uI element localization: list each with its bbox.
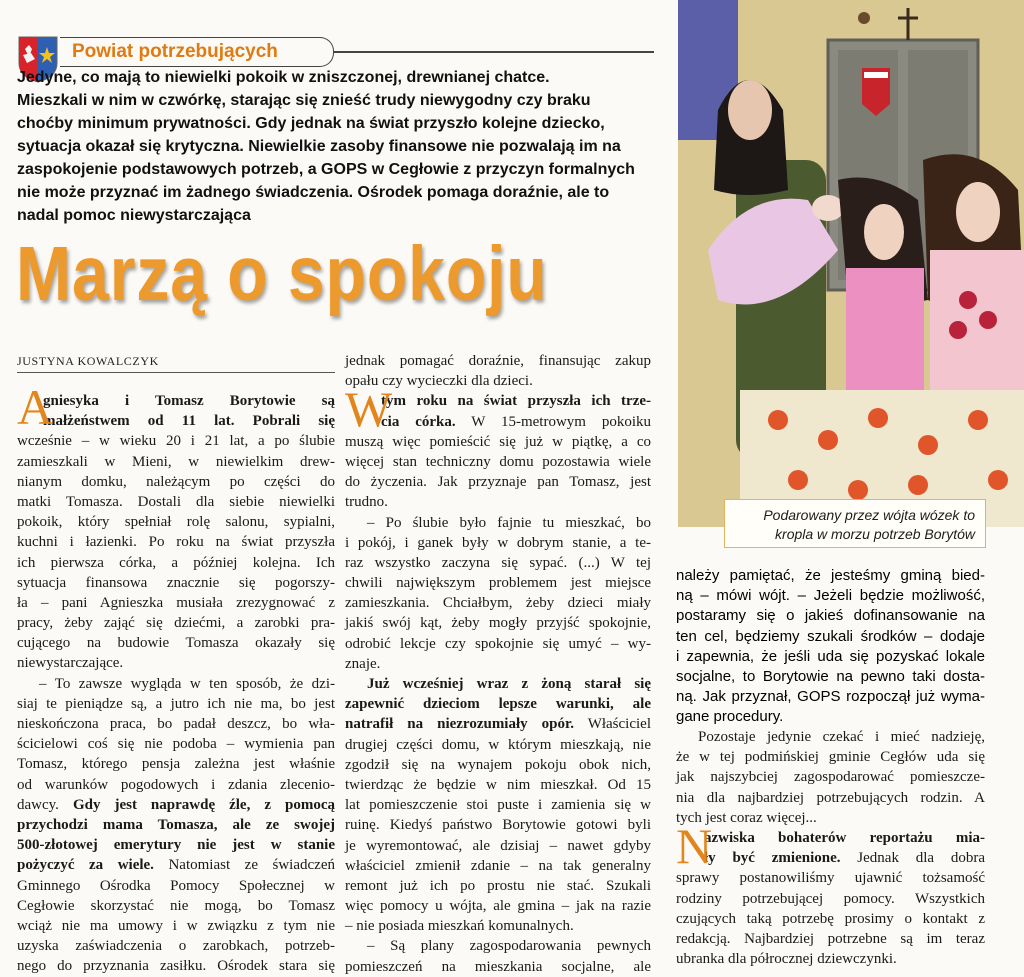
text-line: je wyremontować, ale dzisiaj – nawet gdyby [345,837,651,854]
text-line: ten cel, będziemy szukali środków – dodaje [676,627,985,645]
lead-line: Mieszkali w nim w czwórkę, starając się znieść trudy niewygodny czy braku [17,92,591,109]
text-line: natrafił na niezrozumiały opór. Właściciel [345,716,651,733]
text-line: odrobić lekcje czy spokojnie się umyć – wy- [345,635,651,652]
lead-line: zaspokojenie podstawowych potrzeb, a GOPS w Cegłowie z przyczyn formalnych [17,161,635,178]
text-line: zamieszkali w Mieni, w niewielkim drew- [17,453,335,470]
text-line: zapewnić dzieciom lepsze warunki, ale [345,696,651,713]
caption-line: kropla w morzu potrzeb Borytów [775,526,975,542]
text-line: od warunków pogodowych i zdania zlecenio- [17,776,335,793]
caption-line: Podarowany przez wójta wózek to [763,507,975,523]
text-line: jednak pomagać doraźnie, finansując zakup [345,353,651,369]
text-line: rodziny potrzebującej pomocy. Wszystkich [676,890,985,907]
byline: JUSTYNA KOWALCZYK [17,354,159,368]
text-line: wcześnie – w wieku 20 i 21 lat, a po ślubie [17,433,335,450]
section-label [60,37,334,67]
text-line: drugiej części domu, w którym mieszkają, nie [345,736,651,753]
text-line: wciąż nie ma umowy i w związku z tym nie [17,917,335,934]
text-line: zgodził się na wynajem pokoju obok nich, [345,756,651,773]
text-line: matki Tomasza. Dostali dla siebie niewielki [17,493,335,510]
text-line: trudno. [345,494,388,511]
text-line: remont już ich po prostu nie stać. Szukali [345,877,651,894]
text-line: lat pomieszczenie stoi puste i zamienia się w [345,797,651,814]
text-line: i pokój, i ganek były w dobrym stanie, a te- [345,534,651,551]
text-line: jakiś swój kąt, żeby mogły przyjść spokojnie, [345,615,651,632]
text-line: ubranka dla półrocznej dziewczynki. [676,951,897,968]
text-line: więc pomocy u wójta, ale gmina – jak na razie [345,898,651,915]
drop-cap: A [17,379,54,435]
text-line: ścicielowi coś się nie podoba – wymienia pan [17,736,335,753]
text-line: tym roku na świat przyszła ich trze- [381,393,651,410]
text-line: nego do przyznania zasiłku. Ośrodek stara się [17,958,335,975]
lead-line: nadal pomoc niewystarczająca [17,207,251,224]
text-line: socjalne, to Borytowie na pewno taki dosta- [676,667,985,685]
text-line: sytuacja finansowa znacznie się pogorszy- [17,574,335,591]
lead-line: sytuacja okazał się krytyczna. Niewielkie zasoby finansowe nie pozwalają im na [17,138,621,155]
text-line: cia córka. W 15-metrowym pokoiku [381,413,651,430]
text-line: i zapewnia, że jeśli uda się pozyskać lokale [676,647,985,665]
text-line: należy pamiętać, że jesteśmy gminą bied- [676,567,985,584]
text-line: muszą więc pomieścić się już w piątkę, a co [345,433,651,450]
text-line: nia dla najbardziej potrzebujących rodzin. A [676,789,985,806]
section-title: Powiat potrzebujących [72,41,278,62]
text-line: uzyska zaświadczenia o zarobkach, potrzeb- [17,938,335,955]
text-line: do życzenia. Jak przyznaje pan Tomasz, jest [345,474,651,491]
text-line: redakcją. Najbardziej potrzebne są im teraz [676,930,985,947]
text-line: ły być zmienione. Jednak dla dobra [704,850,986,867]
text-line: Już wcześniej wraz z żoną starał się [367,676,651,692]
article-column-3-continued [676,727,985,969]
text-line: niewystarczające. [17,655,124,672]
headline: Marzą o spokoju [16,231,548,317]
text-line: 500-złotowej emerytury nie jest w stanie [17,837,335,854]
lead-paragraph [17,66,667,227]
text-line: ich pierwsza córka, a później kolejna. Ich [17,554,335,571]
text-line: nianym domku, należącym po części do [17,473,335,490]
text-line: Cegłowie skorzystać nie mogą, bo Tomasz [17,897,335,914]
text-line: opału czy wycieczki dla dzieci. [345,373,533,390]
text-line: że w tej podmińskiej gminie Cegłów uda się [676,749,985,766]
lead-line: choćby minimum prywatności. Gdy jednak na świat przyszło kolejne dziecko, [17,115,605,132]
text-line: twierdząc że będzie w nim mieszkał. Od 15 [345,776,651,793]
text-line: azwiska bohaterów reportażu mia- [704,829,985,846]
text-line: – To zawsze wygląda w ten sposób, że dzi- [39,675,335,692]
text-line: ruinę. Kiedyś państwo Borytowie gotowi byli [345,817,651,834]
text-line: nieskończona praca, bo padał deszcz, bo wła- [17,716,335,732]
text-line: pracy, żeby zająć się dziećmi, a zarobki pra- [17,615,335,632]
text-line: ła – pani Agnieszka musiała zrezygnować z [17,594,335,611]
text-line: pożyczyć za wiele. Natomiast ze świadczeń [17,857,335,874]
article-column-3 [676,566,985,728]
text-line: cującego na budowie Tomasza okazały się [17,635,335,652]
text-line: sprawy postanowiliśmy ujawnić tożsamość [676,870,985,887]
text-line: gane procedury. [676,708,784,726]
text-line: małżeństwem od 11 lat. Pobrali się [43,413,335,430]
text-line: – Po ślubie było fajnie tu mieszkać, bo [367,514,651,531]
article-column-2 [345,351,651,977]
text-line: gniesyka i Tomasz Borytowie są [43,393,335,409]
text-line: – nie posiada mieszkań komunalnych. [345,918,574,935]
drop-cap: W [345,381,393,438]
text-line: właściciel zmienił zdanie – na tak generalny [345,857,651,874]
text-line: czujących taką potrzebę prosimy o kontakt z [676,910,985,927]
photo-caption [724,499,986,548]
text-line: Tomasz, którego pensja zależna jest właśnie [17,756,335,773]
text-line: przychodzi mama Tomasza, ale ze swojej [17,816,335,833]
text-line: postaramy się o jakieś dofinansowanie na [676,607,985,625]
text-line: – Są plany zagospodarowania pewnych [367,938,651,955]
text-line: pokoik, który spełniał rolę salonu, sypialni, [17,514,335,531]
lead-line: nie może przyznać im żadnego świadczenia. Ośrodek pomaga doraźnie, ale to [17,184,610,201]
photo-illustration [678,0,1024,527]
text-line: siaj te pieniądze są, a jutro ich nie ma, bo jest [17,695,335,712]
text-line: dawcy. Gdy jest naprawdę źle, z pomocą [17,796,335,813]
family-photo [678,0,1024,527]
lead-line: Jedyne, co mają to niewielki pokoik w zniszczonej, drewnianej chatce. [17,69,550,86]
text-line: ną. Jak przyznał, GOPS rozpoczął już wyma- [676,688,985,706]
byline-rule [17,372,335,373]
text-line: jak najszybciej zagospodarować pomieszcze- [676,769,985,786]
section-rule [334,51,654,53]
text-line: kuchni i łazienki. Po roku na świat przyszła [17,534,335,551]
text-line: pomieszczeń na mieszkania socjalne, ale [345,958,651,975]
text-line: tych jest coraz więcej... [676,809,817,826]
text-line: ną – mówi wójt. – Jeżeli będzie możliwość, [676,587,985,605]
article-column-1 [17,379,335,976]
text-line: Gminnego Ośrodka Pomocy Społecznej w [17,877,335,894]
text-line: zamieszkania. Chciałbym, żeby dzieci miały [345,595,651,612]
text-line: znaje. [345,655,381,672]
text-line: chwili największym problemem jest miejsce [345,575,651,592]
text-line: więcej stan techniczny domu pozostawia wiele [345,453,651,470]
drop-cap: N [676,817,713,874]
text-line: raz wszystko zaczyna się sypać. (...) W tej [345,554,651,571]
text-line: Pozostaje jedynie czekać i mieć nadzieję, [698,729,985,745]
